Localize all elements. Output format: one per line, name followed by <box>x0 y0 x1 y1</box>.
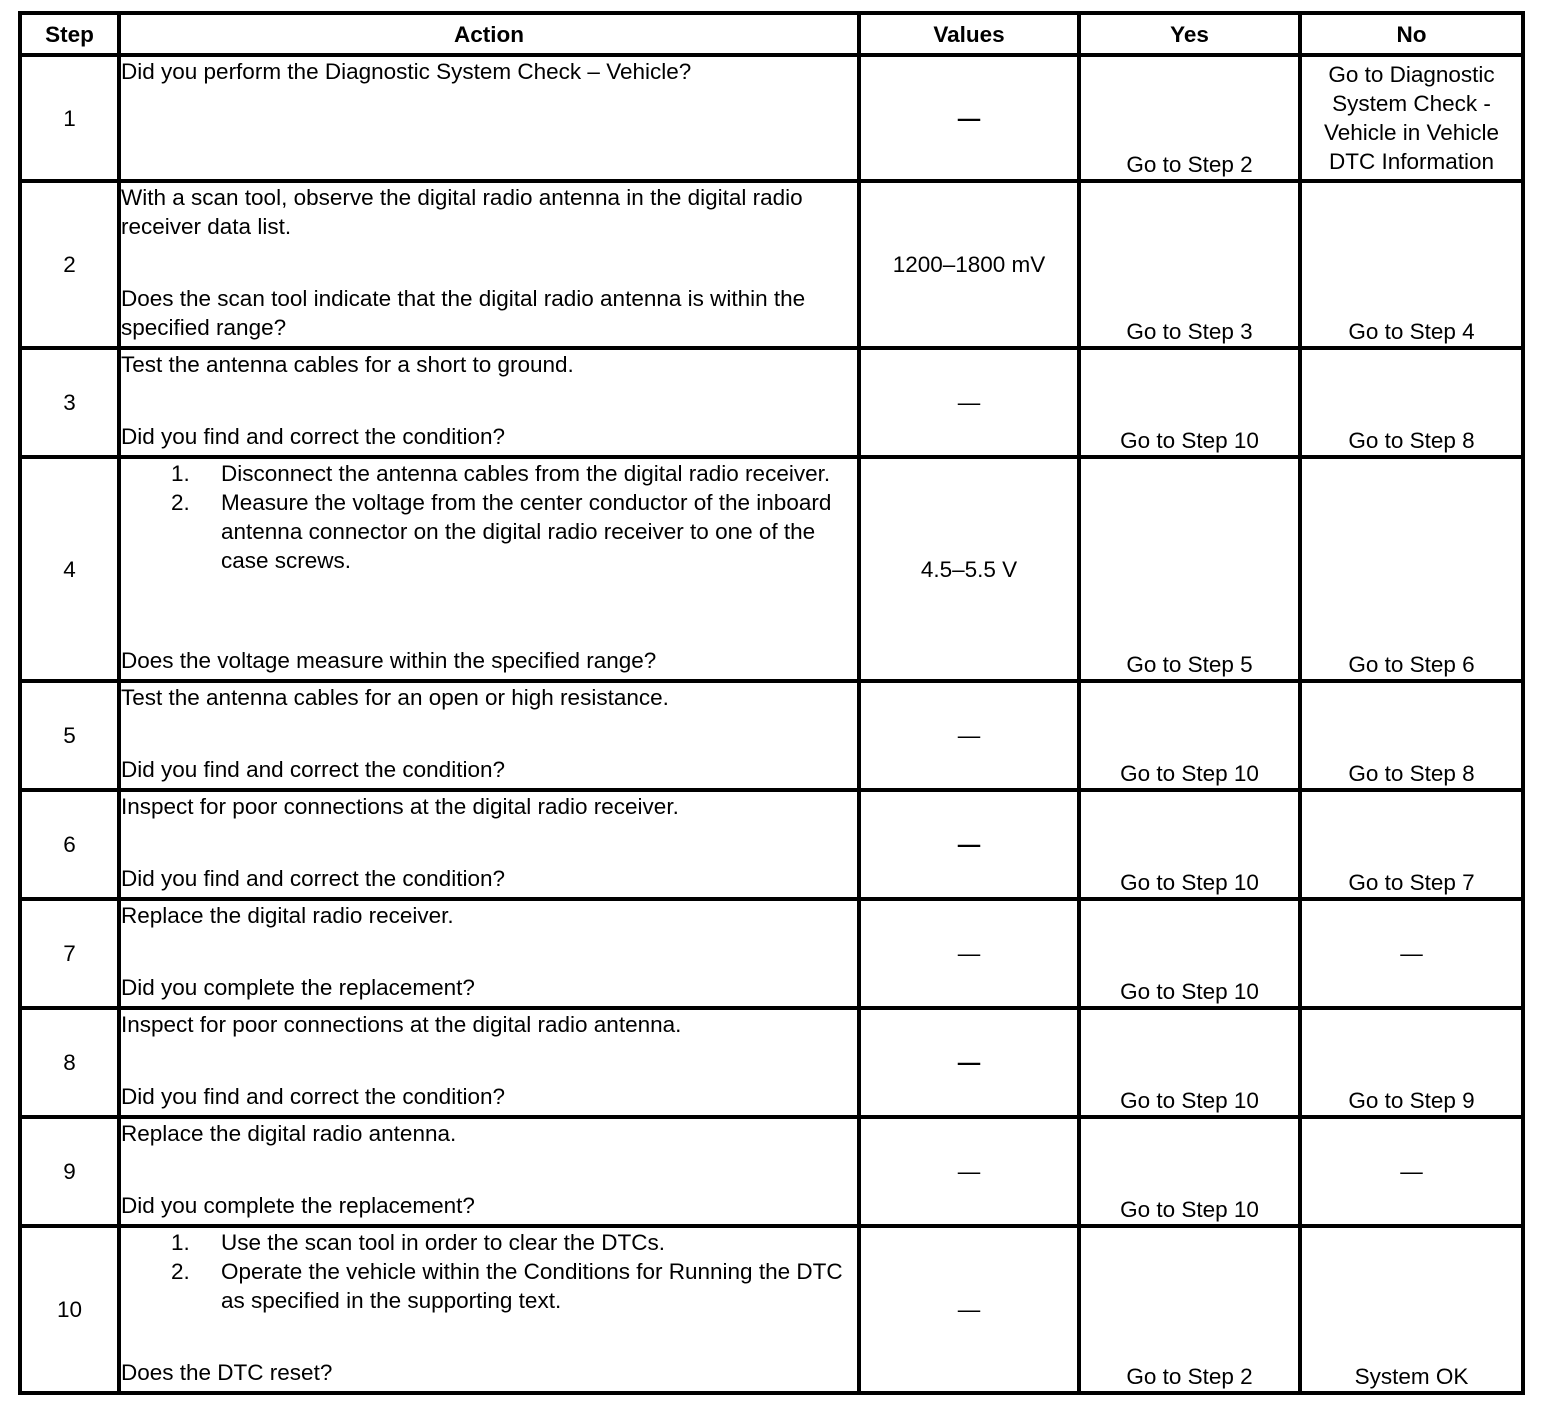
action-question: Did you find and correct the condition? <box>121 1084 505 1109</box>
step-number: 2 <box>20 181 119 348</box>
action-steps <box>121 459 857 575</box>
action-question: Did you find and correct the condition? <box>121 757 505 782</box>
yes-cell: Go to Step 10 <box>1079 1008 1300 1117</box>
yes-cell: Go to Step 10 <box>1079 681 1300 790</box>
header-step: Step <box>20 13 119 55</box>
step-number: 10 <box>20 1226 119 1393</box>
yes-cell: Go to Step 2 <box>1079 1226 1300 1393</box>
action-question: Does the DTC reset? <box>121 1360 333 1385</box>
step-number: 7 <box>20 899 119 1008</box>
action-question: Did you complete the replacement? <box>121 975 475 1000</box>
action-text: Inspect for poor connections at the digital radio antenna. <box>121 1012 682 1037</box>
value-cell: — <box>859 348 1079 457</box>
step-number: 6 <box>20 790 119 899</box>
header-row <box>20 13 1523 55</box>
step-number: 4 <box>20 457 119 681</box>
header-values: Values <box>859 13 1079 55</box>
action-cell <box>119 348 859 457</box>
action-cell <box>119 790 859 899</box>
list-number: 1. <box>171 461 190 486</box>
list-number: 2. <box>171 490 190 515</box>
yes-cell: Go to Step 3 <box>1079 181 1300 348</box>
list-number: 2. <box>171 1259 190 1284</box>
value-cell: — <box>859 1008 1079 1117</box>
yes-cell: Go to Step 10 <box>1079 790 1300 899</box>
table-row <box>20 1117 1523 1226</box>
list-text: Disconnect the antenna cables from the digital radio receiver. <box>221 461 831 486</box>
table-row <box>20 681 1523 790</box>
value-cell: — <box>859 899 1079 1008</box>
table-row <box>20 1008 1523 1117</box>
action-question: Did you find and correct the condition? <box>121 424 505 449</box>
table-row <box>20 181 1523 348</box>
action-cell <box>119 181 859 348</box>
action-cell <box>119 899 859 1008</box>
list-item <box>171 459 857 488</box>
action-cell <box>119 681 859 790</box>
action-question: Did you perform the Diagnostic System Check – Vehicle? <box>121 59 692 84</box>
action-text: Test the antenna cables for a short to ground. <box>121 352 574 377</box>
value-cell: — <box>859 55 1079 181</box>
action-steps <box>121 1228 857 1315</box>
yes-cell: Go to Step 5 <box>1079 457 1300 681</box>
list-item <box>171 1257 857 1315</box>
action-text: Replace the digital radio receiver. <box>121 903 454 928</box>
table-row <box>20 899 1523 1008</box>
table-row <box>20 348 1523 457</box>
no-cell: Go to Step 7 <box>1300 790 1523 899</box>
no-cell: Go to Step 9 <box>1300 1008 1523 1117</box>
table-row <box>20 457 1523 681</box>
no-cell: System OK <box>1300 1226 1523 1393</box>
list-text: Use the scan tool in order to clear the DTCs. <box>221 1230 665 1255</box>
diagnostic-table <box>18 11 1525 1395</box>
action-cell <box>119 55 859 181</box>
step-number: 3 <box>20 348 119 457</box>
yes-cell: Go to Step 10 <box>1079 348 1300 457</box>
list-item <box>171 488 857 575</box>
yes-cell: Go to Step 10 <box>1079 899 1300 1008</box>
value-cell: — <box>859 1117 1079 1226</box>
step-number: 5 <box>20 681 119 790</box>
step-number: 8 <box>20 1008 119 1117</box>
table-row <box>20 790 1523 899</box>
yes-cell: Go to Step 2 <box>1079 55 1300 181</box>
header-action: Action <box>119 13 859 55</box>
step-number: 9 <box>20 1117 119 1226</box>
no-cell: Go to Step 8 <box>1300 681 1523 790</box>
action-question: Does the voltage measure within the specified range? <box>121 648 657 673</box>
action-text: Test the antenna cables for an open or high resistance. <box>121 685 669 710</box>
step-number: 1 <box>20 55 119 181</box>
action-text: Replace the digital radio antenna. <box>121 1121 457 1146</box>
no-cell: — <box>1300 899 1523 1008</box>
no-cell: Go to Step 8 <box>1300 348 1523 457</box>
no-cell: Go to Step 4 <box>1300 181 1523 348</box>
value-cell: 4.5–5.5 V <box>859 457 1079 681</box>
action-cell <box>119 1008 859 1117</box>
action-cell <box>119 457 859 681</box>
value-cell: — <box>859 681 1079 790</box>
value-cell: 1200–1800 mV <box>859 181 1079 348</box>
no-cell: — <box>1300 1117 1523 1226</box>
header-yes: Yes <box>1079 13 1300 55</box>
action-cell <box>119 1226 859 1393</box>
no-cell: Go to Diagnostic System Check - Vehicle in Vehicle DTC Information <box>1300 55 1523 181</box>
action-question: Did you complete the replacement? <box>121 1193 475 1218</box>
table-row <box>20 55 1523 181</box>
list-text: Operate the vehicle within the Conditions for Running the DTC as specified in the supporting text. <box>221 1259 843 1313</box>
value-cell: — <box>859 1226 1079 1393</box>
action-cell <box>119 1117 859 1226</box>
header-no: No <box>1300 13 1523 55</box>
no-cell: Go to Step 6 <box>1300 457 1523 681</box>
value-cell: — <box>859 790 1079 899</box>
action-text: Inspect for poor connections at the digital radio receiver. <box>121 794 679 819</box>
action-text: With a scan tool, observe the digital radio antenna in the digital radio receiver data list. <box>121 185 803 239</box>
list-number: 1. <box>171 1230 190 1255</box>
yes-cell: Go to Step 10 <box>1079 1117 1300 1226</box>
table-row <box>20 1226 1523 1393</box>
action-question: Does the scan tool indicate that the digital radio antenna is within the specified range? <box>121 286 806 340</box>
list-text: Measure the voltage from the center conductor of the inboard antenna connector on the digital radio receiver to one of the case screws. <box>221 490 832 573</box>
list-item <box>171 1228 857 1257</box>
action-question: Did you find and correct the condition? <box>121 866 505 891</box>
